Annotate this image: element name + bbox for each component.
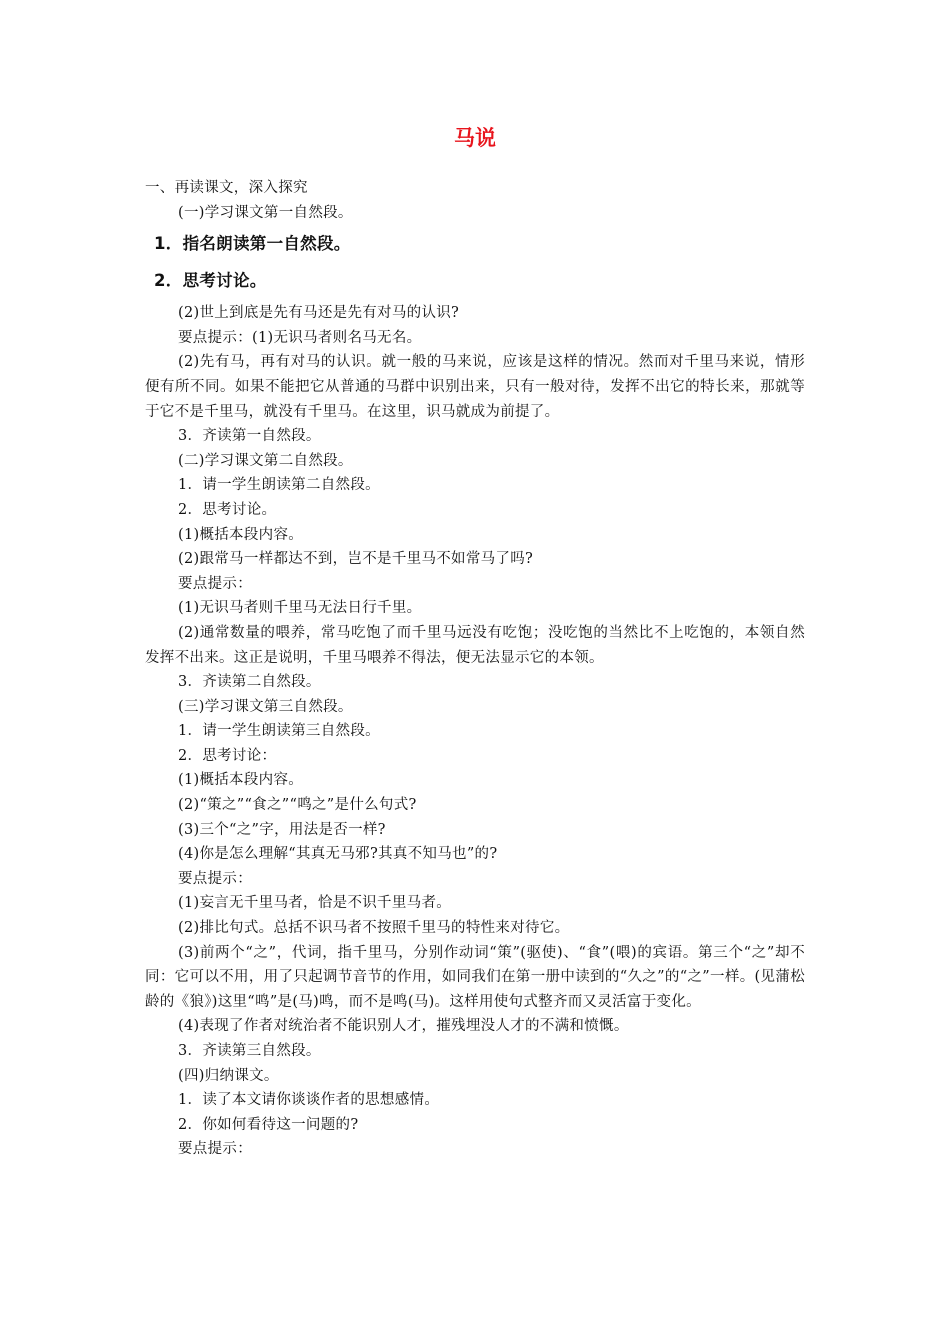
step-item: 2．思考讨论： bbox=[178, 747, 277, 764]
answer-hint-label: 要点提示： bbox=[178, 1141, 252, 1158]
subsection-heading: (三)学习课文第三自然段。 bbox=[178, 698, 353, 715]
page-title: 马说 bbox=[454, 126, 496, 150]
step-item: 1．请一学生朗读第三自然段。 bbox=[178, 723, 380, 740]
answer-item: (2)排比句式。总括不识马者不按照千里马的特性来对待它。 bbox=[178, 920, 570, 937]
step-heading: 1．指名朗读第一自然段。 bbox=[154, 234, 351, 254]
question: (1)概括本段内容。 bbox=[178, 772, 304, 789]
subsection-heading: (一)学习课文第一自然段。 bbox=[178, 204, 353, 221]
answer-paragraph: (2)先有马，再有对马的认识。就一般的马来说，应该是这样的情况。然而对千里马来说，情形便有所不同。如果不能把它从普通的马群中识别出来，只有一般对待，发挥不出它的特长来，那就等于它不是千里马，就没有千里马。在这里，识马就成为前提了。 bbox=[145, 354, 805, 420]
question: (2)“策之”“食之”“鸣之”是什么句式? bbox=[178, 797, 417, 814]
step-item: 2．你如何看待这一问题的? bbox=[178, 1116, 359, 1133]
answer-hint: 要点提示：(1)无识马者则名马无名。 bbox=[178, 329, 422, 346]
question: (3)三个“之”字，用法是否一样? bbox=[178, 821, 386, 838]
subsection-heading: (二)学习课文第二自然段。 bbox=[178, 452, 353, 469]
document-body bbox=[145, 176, 805, 1162]
answer-item: (4)表现了作者对统治者不能识别人才，摧残埋没人才的不满和愤慨。 bbox=[178, 1018, 629, 1035]
question: (2)跟常马一样都达不到，岂不是千里马不如常马了吗? bbox=[178, 551, 534, 568]
question: (1)概括本段内容。 bbox=[178, 526, 304, 543]
answer-hint-label: 要点提示： bbox=[178, 575, 252, 592]
step-item: 3．齐读第二自然段。 bbox=[178, 674, 321, 691]
answer-hint-label: 要点提示： bbox=[178, 870, 252, 887]
step-item: 1．请一学生朗读第二自然段。 bbox=[178, 477, 380, 494]
step-heading: 2．思考讨论。 bbox=[154, 271, 267, 291]
section-heading: 一、再读课文，深入探究 bbox=[145, 180, 308, 196]
answer-item: (1)妄言无千里马者，恰是不识千里马者。 bbox=[178, 895, 452, 912]
question: (2)世上到底是先有马还是先有对马的认识? bbox=[178, 305, 460, 322]
step-item: 3．齐读第一自然段。 bbox=[178, 428, 321, 445]
answer-paragraph: (3)前两个“之”，代词，指千里马，分别作动词“策”(驱使)、“食”(喂)的宾语。第三个“之”却不同：它可以不用，用了只起调节音节的作用，如同我们在第一册中读到的“久之”的“之”一样。(见蒲松龄的《狼》)这里“鸣”是(马)鸣，而不是鸣(马)。这样用使句式整齐而又灵活富于变化。 bbox=[145, 944, 805, 1010]
question: (4)你是怎么理解“其真无马邪?其真不知马也”的? bbox=[178, 846, 498, 863]
answer-item: (1)无识马者则千里马无法日行千里。 bbox=[178, 600, 422, 617]
subsection-heading: (四)归纳课文。 bbox=[178, 1067, 279, 1084]
step-item: 1．读了本文请你谈谈作者的思想感情。 bbox=[178, 1092, 440, 1109]
step-item: 2．思考讨论。 bbox=[178, 501, 277, 518]
answer-paragraph: (2)通常数量的喂养，常马吃饱了而千里马远没有吃饱；没吃饱的当然比不上吃饱的，本领自然发挥不出来。这正是说明，千里马喂养不得法，便无法显示它的本领。 bbox=[145, 624, 805, 666]
step-item: 3．齐读第三自然段。 bbox=[178, 1043, 321, 1059]
